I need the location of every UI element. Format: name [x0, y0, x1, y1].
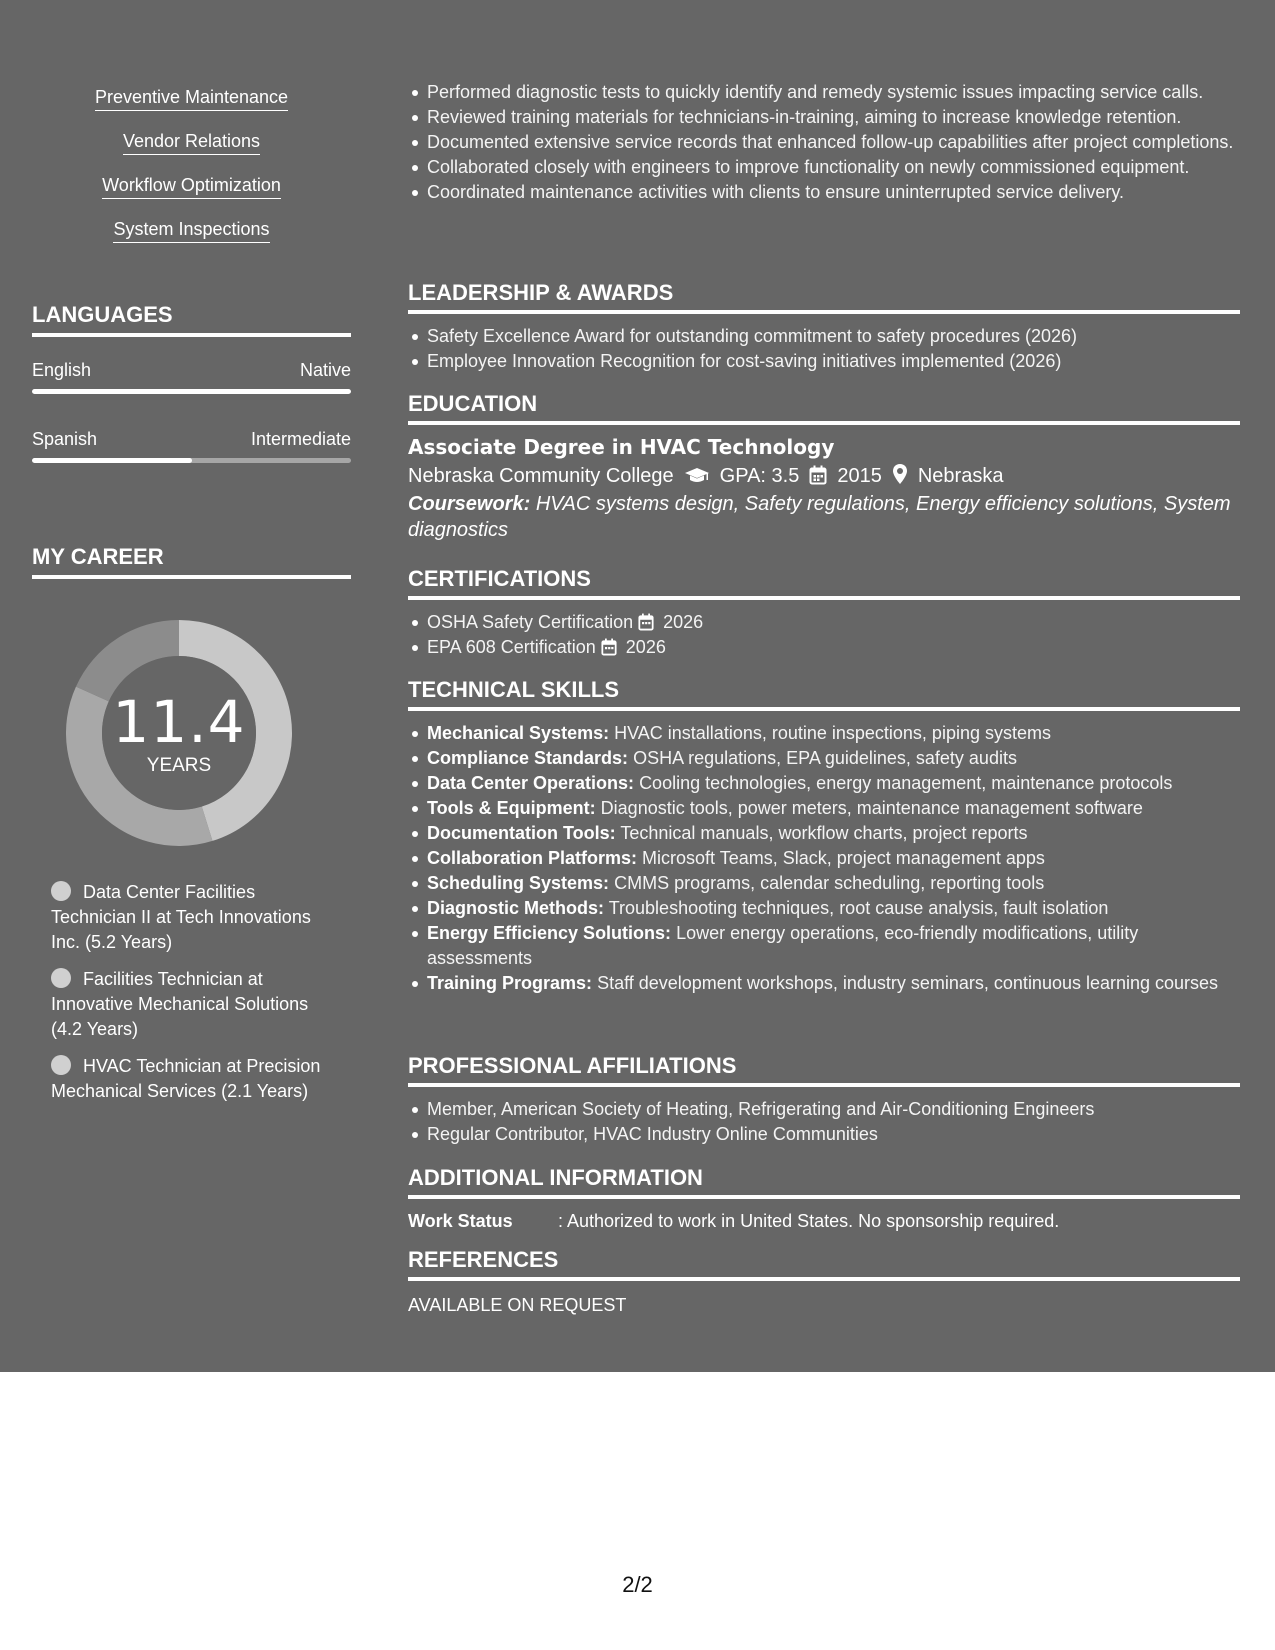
languages-title: LANGUAGES	[32, 301, 351, 337]
technical-skill-text: Troubleshooting techniques, root cause analysis, fault isolation	[608, 898, 1109, 918]
technical-skill-text: HVAC installations, routine inspections, piping systems	[614, 723, 1051, 743]
language-bar-fill	[32, 389, 351, 394]
skill-links	[32, 86, 351, 262]
career-item-text: HVAC Technician at Precision Mechanical Services (2.1 Years)	[51, 1056, 321, 1101]
coursework	[408, 491, 1240, 543]
technical-skill-text: Staff development workshops, industry seminars, continuous learning courses	[597, 973, 1219, 993]
experience-bullet: Coordinated maintenance activities with clients to ensure uninterrupted service delivery.	[427, 180, 1240, 205]
career-item	[51, 1054, 341, 1104]
calendar-icon	[809, 461, 827, 491]
technical-skill-item	[427, 921, 1240, 971]
experience-bullet: Documented extensive service records that enhanced follow-up capabilities after project completions.	[427, 130, 1240, 155]
language-level: Intermediate	[250, 429, 351, 449]
technical-skill-item	[427, 721, 1240, 746]
technical-skill-text: Cooling technologies, energy management, maintenance protocols	[639, 773, 1173, 793]
certification-name: EPA 608 Certification	[427, 637, 596, 657]
additional-info-title: ADDITIONAL INFORMATION	[408, 1164, 1240, 1199]
career-item-text: Facilities Technician at Innovative Mechanical Solutions (4.2 Years)	[51, 969, 309, 1039]
affiliations-title: PROFESSIONAL AFFILIATIONS	[408, 1052, 1240, 1087]
work-status-value: : Authorized to work in United States. No sponsorship required.	[558, 1211, 1060, 1231]
education-title: EDUCATION	[408, 390, 1240, 425]
certifications-section	[408, 565, 1240, 660]
gpa: GPA: 3.5	[719, 465, 800, 487]
certification-item	[427, 610, 1240, 635]
technical-skill-label: Diagnostic Methods:	[427, 898, 605, 918]
language-bar	[32, 389, 351, 394]
skill-link[interactable]: Preventive Maintenance	[95, 86, 288, 111]
affiliation-item: Member, American Society of Heating, Refrigerating and Air-Conditioning Engineers	[427, 1097, 1240, 1122]
additional-info-section	[408, 1164, 1240, 1234]
page-number: 2/2	[622, 1572, 653, 1597]
career-item-text: Data Center Facilities Technician II at Tech Innovations Inc. (5.2 Years)	[51, 882, 311, 952]
certification-item	[427, 635, 1240, 660]
technical-skill-item	[427, 771, 1240, 796]
skill-link[interactable]: Vendor Relations	[123, 130, 260, 155]
references-section	[408, 1246, 1240, 1318]
career-title: MY CAREER	[32, 543, 351, 579]
leadership-title: LEADERSHIP & AWARDS	[408, 279, 1240, 314]
technical-skill-label: Scheduling Systems:	[427, 873, 610, 893]
graduation-cap-icon	[684, 461, 710, 491]
language-row	[32, 359, 351, 381]
language-bar	[32, 458, 351, 463]
coursework-text: HVAC systems design, Safety regulations, Energy efficiency solutions, System diagnostics	[408, 493, 1231, 541]
technical-skill-text: Microsoft Teams, Slack, project management apps	[642, 848, 1045, 868]
references-title: REFERENCES	[408, 1246, 1240, 1281]
career-unit: YEARS	[146, 755, 212, 776]
leadership-section	[408, 279, 1240, 374]
technical-skill-text: OSHA regulations, EPA guidelines, safety audits	[633, 748, 1017, 768]
technical-skill-label: Training Programs:	[427, 973, 593, 993]
education-section	[408, 390, 1240, 543]
technical-skill-text: CMMS programs, calendar scheduling, reporting tools	[614, 873, 1045, 893]
technical-skill-label: Compliance Standards:	[427, 748, 629, 768]
calendar-icon	[601, 637, 622, 657]
technical-skill-label: Energy Efficiency Solutions:	[427, 923, 672, 943]
experience-bullets	[408, 80, 1240, 205]
career-dot	[51, 881, 71, 901]
career-total: 11.4	[112, 688, 246, 756]
calendar-icon	[638, 612, 659, 632]
award-item: Safety Excellence Award for outstanding commitment to safety procedures (2026)	[427, 324, 1240, 349]
references-text: AVAILABLE ON REQUEST	[408, 1295, 627, 1315]
experience-bullet: Collaborated closely with engineers to improve functionality on newly commissioned equipment.	[427, 155, 1240, 180]
career-dot	[51, 1055, 71, 1075]
language-name: English	[32, 360, 92, 380]
career-item	[51, 880, 341, 955]
donut-center	[66, 690, 292, 778]
language-name: Spanish	[32, 429, 98, 449]
technical-skill-item	[427, 846, 1240, 871]
award-item: Employee Innovation Recognition for cost-saving initiatives implemented (2026)	[427, 349, 1240, 374]
technical-skill-label: Documentation Tools:	[427, 823, 616, 843]
degree-name: Associate Degree in HVAC Technology	[408, 435, 835, 459]
map-pin-icon	[892, 461, 908, 491]
technical-skill-text: Technical manuals, workflow charts, project reports	[620, 823, 1028, 843]
skill-link[interactable]: System Inspections	[113, 218, 269, 243]
work-status-row	[408, 1209, 1240, 1234]
certification-year: 2026	[663, 612, 704, 632]
affiliations-section	[408, 1052, 1240, 1147]
technical-skill-item	[427, 746, 1240, 771]
technical-skill-item	[427, 821, 1240, 846]
school-name: Nebraska Community College	[408, 465, 674, 487]
career-donut-chart	[66, 620, 292, 846]
technical-skill-text: Diagnostic tools, power meters, maintenance management software	[600, 798, 1143, 818]
education-meta	[408, 461, 1240, 491]
certification-name: OSHA Safety Certification	[427, 612, 634, 632]
technical-skill-item	[427, 896, 1240, 921]
certification-year: 2026	[625, 637, 666, 657]
language-row	[32, 428, 351, 450]
technical-skill-label: Collaboration Platforms:	[427, 848, 638, 868]
career-list	[51, 880, 341, 1116]
coursework-label: Coursework:	[408, 493, 531, 515]
technical-skill-label: Mechanical Systems:	[427, 723, 610, 743]
experience-bullet: Performed diagnostic tests to quickly identify and remedy systemic issues impacting service calls.	[427, 80, 1240, 105]
career-item	[51, 967, 341, 1042]
technical-skill-label: Tools & Equipment:	[427, 798, 596, 818]
certifications-title: CERTIFICATIONS	[408, 565, 1240, 600]
technical-skill-text: Lower energy operations, eco-friendly modifications, utility assessments	[427, 923, 1139, 968]
language-bar-fill	[32, 458, 192, 463]
experience-bullet: Reviewed training materials for technicians-in-training, aiming to increase knowledge retention.	[427, 105, 1240, 130]
career-dot	[51, 968, 71, 988]
technical-skill-item	[427, 796, 1240, 821]
graduation-year: 2015	[837, 465, 882, 487]
technical-skills-list	[408, 721, 1240, 996]
technical-skill-item	[427, 971, 1240, 996]
technical-skill-item	[427, 871, 1240, 896]
work-status-label: Work Status	[408, 1211, 513, 1231]
skill-link[interactable]: Workflow Optimization	[102, 174, 281, 199]
education-location: Nebraska	[917, 465, 1004, 487]
affiliation-item: Regular Contributor, HVAC Industry Online Communities	[427, 1122, 1240, 1147]
technical-skills-title: TECHNICAL SKILLS	[408, 676, 1240, 711]
technical-skills-section	[408, 676, 1240, 996]
language-level: Native	[299, 360, 351, 380]
technical-skill-label: Data Center Operations:	[427, 773, 635, 793]
